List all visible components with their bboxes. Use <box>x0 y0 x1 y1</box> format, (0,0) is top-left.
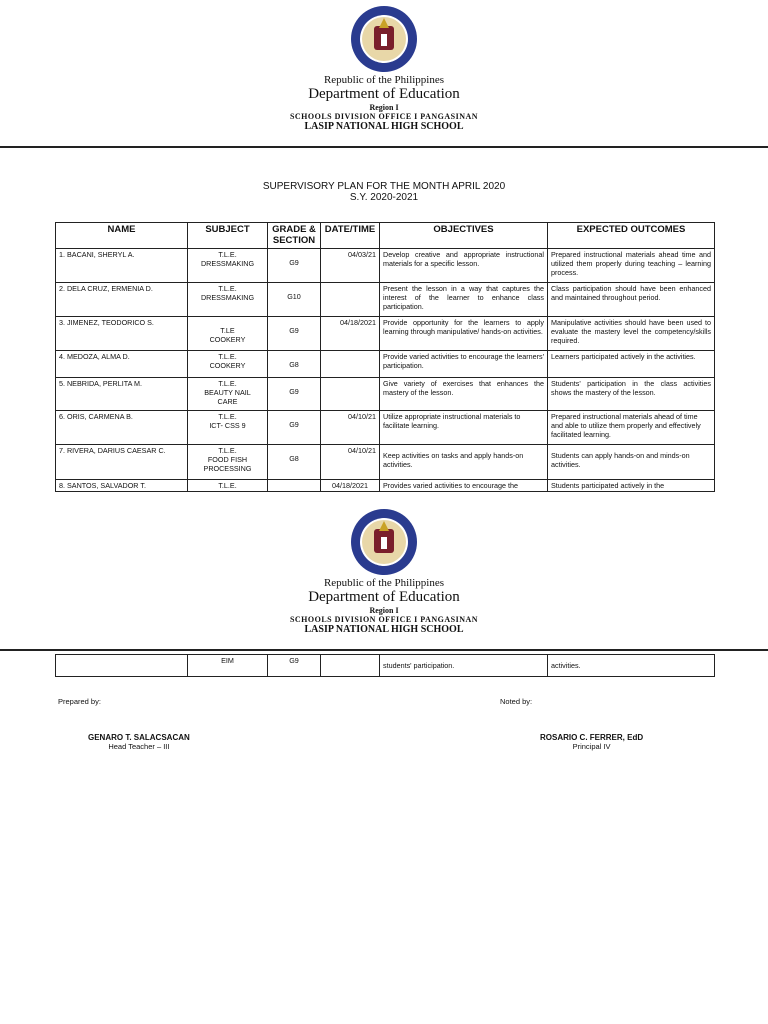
region-label: Region I <box>369 606 399 615</box>
cell-grade <box>268 480 321 492</box>
prepared-by-block <box>88 733 190 751</box>
cell-grade: G9 <box>268 317 321 351</box>
cell-name <box>56 655 188 677</box>
school-label: LASIP NATIONAL HIGH SCHOOL <box>304 121 464 132</box>
cell-subject: T.LE COOKERY <box>188 317 268 351</box>
cell-subject: T.L.E. <box>188 480 268 492</box>
republic-label: Republic of the Philippines <box>323 74 445 86</box>
school-year-text: S.Y. 2020-2021 <box>349 192 419 203</box>
cell-objectives: Provide varied activities to encourage the learners' participation. <box>380 351 548 378</box>
cell-objectives: Give variety of exercises that enhances the mastery of the lesson. <box>380 378 548 411</box>
col-outcomes-header: EXPECTED OUTCOMES <box>548 223 715 249</box>
col-grade-header: GRADE & SECTION <box>268 223 321 249</box>
cell-date <box>321 378 380 411</box>
cell-name: 8. SANTOS, SALVADOR T. <box>56 480 188 492</box>
noted-by-label: Noted by: <box>500 697 533 706</box>
deped-seal-logo <box>349 507 419 577</box>
cell-subject: T.L.E. ICT- CSS 9 <box>188 411 268 445</box>
col-objectives-header: OBJECTIVES <box>380 223 548 249</box>
header-rule <box>0 649 768 651</box>
header-rule <box>0 146 768 148</box>
division-label: SCHOOLS DIVISION OFFICE I PANGASINAN <box>289 615 479 624</box>
cell-subject: T.L.E. DRESSMAKING <box>188 249 268 283</box>
cell-subject: T.L.E. BEAUTY NAIL CARE <box>188 378 268 411</box>
page2-header <box>0 577 768 635</box>
table-row <box>56 445 715 480</box>
table-row <box>56 655 715 677</box>
cell-outcomes: Prepared instructional materials ahead of time and able to utilize them properly and effectively facilitated learning. <box>548 411 715 445</box>
region-label: Region I <box>369 103 399 112</box>
cell-name: 1. BACANI, SHERYL A. <box>56 249 188 283</box>
cell-name: 6. ORIS, CARMENA B. <box>56 411 188 445</box>
noted-by-title: Principal IV <box>572 742 611 751</box>
cell-outcomes: Prepared instructional materials ahead time and utilized them properly during teaching – learning process. <box>548 249 715 283</box>
cell-subject: T.L.E. DRESSMAKING <box>188 283 268 317</box>
cell-outcomes: Students can apply hands-on and minds-on activities. <box>548 445 715 480</box>
division-label: SCHOOLS DIVISION OFFICE I PANGASINAN <box>289 112 479 121</box>
col-name-header: NAME <box>56 223 188 249</box>
prepared-by-name: GENARO T. SALACSACAN <box>88 733 190 742</box>
cell-outcomes: Students' participation in the class activities shows the mastery of the lesson. <box>548 378 715 411</box>
cell-name: 7. RIVERA, DARIUS CAESAR C. <box>56 445 188 480</box>
table-row <box>56 351 715 378</box>
republic-label: Republic of the Philippines <box>323 577 445 589</box>
prepared-by-label: Prepared by: <box>58 697 101 706</box>
cell-date <box>321 351 380 378</box>
cell-date: 04/18/2021 <box>321 317 380 351</box>
cell-objectives: Provide opportunity for the learners to apply learning through manipulative/ hands-on activities. <box>380 317 548 351</box>
col-subject-header: SUBJECT <box>188 223 268 249</box>
cell-objectives: Present the lesson in a way that captures the interest of the learner to enhance class participation. <box>380 283 548 317</box>
cell-grade: G10 <box>268 283 321 317</box>
table-row <box>56 283 715 317</box>
plan-title-text: SUPERVISORY PLAN FOR THE MONTH APRIL 2020 <box>262 181 506 192</box>
cell-objectives: Provides varied activities to encourage the <box>380 480 548 492</box>
cell-name: 4. MEDOZA, ALMA D. <box>56 351 188 378</box>
cell-grade: G9 <box>268 655 321 677</box>
cell-outcomes: activities. <box>548 655 715 677</box>
table-row <box>56 317 715 351</box>
cell-name: 2. DELA CRUZ, ERMENIA D. <box>56 283 188 317</box>
cell-objectives: Utilize appropriate instructional materials to facilitate learning. <box>380 411 548 445</box>
deped-seal-logo <box>349 4 419 74</box>
department-label: Department of Education <box>308 589 460 605</box>
cell-outcomes: Students participated actively in the <box>548 480 715 492</box>
cell-date: 04/18/2021 <box>321 480 380 492</box>
department-label: Department of Education <box>308 86 460 102</box>
table-row <box>56 480 715 492</box>
cell-grade: G8 <box>268 445 321 480</box>
cell-grade: G9 <box>268 249 321 283</box>
noted-by-name: ROSARIO C. FERRER, EdD <box>540 733 644 742</box>
cell-subject: EIM <box>188 655 268 677</box>
cell-subject: T.L.E. FOOD FISH PROCESSING <box>188 445 268 480</box>
cell-objectives: students' participation. <box>380 655 548 677</box>
continuation-table <box>55 654 715 677</box>
cell-date: 04/10/21 <box>321 411 380 445</box>
table-row <box>56 378 715 411</box>
cell-grade: G9 <box>268 378 321 411</box>
cell-grade: G8 <box>268 351 321 378</box>
cell-objectives: Keep activities on tasks and apply hands-on activities. <box>380 445 548 480</box>
cell-date: 04/03/21 <box>321 249 380 283</box>
page1-header <box>0 74 768 132</box>
cell-date: 04/10/21 <box>321 445 380 480</box>
table-row <box>56 411 715 445</box>
plan-title <box>0 181 768 203</box>
supervisory-plan-table <box>55 222 715 492</box>
cell-subject: T.L.E. COOKERY <box>188 351 268 378</box>
table-row <box>56 249 715 283</box>
cell-outcomes: Class participation should have been enhanced and maintained throughout period. <box>548 283 715 317</box>
cell-outcomes: Manipulative activities should have been used to evaluate the mastery level the competency/skills required. <box>548 317 715 351</box>
col-date-header: DATE/TIME <box>321 223 380 249</box>
cell-date <box>321 283 380 317</box>
cell-name: 5. NEBRIDA, PERLITA M. <box>56 378 188 411</box>
noted-by-block <box>540 733 643 751</box>
cell-objectives: Develop creative and appropriate instructional materials for a specific lesson. <box>380 249 548 283</box>
cell-grade: G9 <box>268 411 321 445</box>
cell-name: 3. JIMENEZ, TEODORICO S. <box>56 317 188 351</box>
cell-date <box>321 655 380 677</box>
prepared-by-title: Head Teacher – III <box>108 742 170 751</box>
school-label: LASIP NATIONAL HIGH SCHOOL <box>304 624 464 635</box>
cell-outcomes: Learners participated actively in the activities. <box>548 351 715 378</box>
